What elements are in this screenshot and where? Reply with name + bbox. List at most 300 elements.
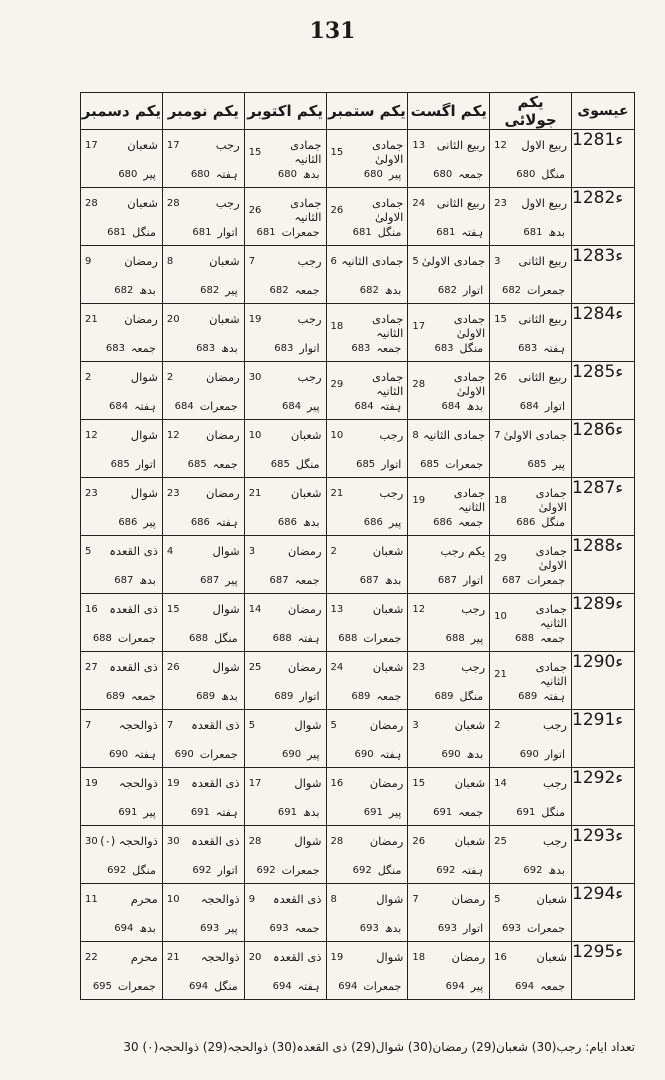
weekday: اتوار: [463, 574, 484, 587]
hijri-month: جمادی الثانیہ: [423, 428, 486, 442]
hijri-month: رمضان: [451, 892, 486, 906]
hijri-day: 15: [166, 603, 180, 615]
hijri-day: 19: [330, 951, 344, 963]
hijri-day: 21: [85, 313, 98, 325]
date-cell: [244, 594, 326, 652]
hijri-date: [249, 486, 322, 500]
date-cell-content: [327, 536, 408, 593]
hijri-year: 685: [270, 459, 290, 470]
hijri-year: 693: [501, 923, 522, 934]
hijri-year: 681: [352, 227, 372, 238]
date-cell: [408, 652, 490, 710]
hijri-year-weekday: [91, 342, 156, 355]
hijri-day: 18: [412, 951, 426, 963]
hijri-year-weekday: [418, 574, 483, 587]
date-cell: [244, 536, 326, 594]
hijri-year: 692: [352, 865, 372, 876]
hijri-year: 680: [277, 169, 297, 180]
hijri-year-weekday: [173, 168, 238, 181]
hijri-date: [412, 776, 485, 790]
hijri-month: شعبان: [372, 660, 404, 674]
weekday: منگل: [214, 632, 238, 645]
hijri-year: 689: [434, 691, 454, 702]
date-cell-content: [408, 594, 489, 651]
date-cell: [162, 652, 244, 710]
hijri-year: 688: [272, 633, 292, 644]
weekday: پیر: [225, 284, 238, 297]
hijri-date: [249, 196, 322, 224]
hijri-year: 693: [437, 923, 457, 934]
hijri-month: جمادی الثانیہ: [535, 602, 567, 630]
date-cell: [162, 246, 244, 304]
hijri-month: رمضان: [124, 254, 158, 268]
hijri-date: [249, 254, 322, 268]
hijri-month: ذی القعدہ: [109, 660, 158, 674]
hijri-year-weekday: [500, 632, 565, 645]
hijri-day: 28: [248, 835, 262, 847]
hijri-month: محرم: [130, 950, 158, 964]
date-cell: [162, 884, 244, 942]
hijri-year-weekday: [173, 980, 238, 993]
hijri-year: 684: [281, 401, 302, 412]
hijri-year-weekday: [337, 922, 402, 935]
hijri-month: شوال: [130, 428, 158, 442]
weekday: بدھ: [302, 168, 320, 181]
date-cell: [408, 362, 490, 420]
hijri-year-weekday: [337, 226, 402, 239]
hijri-year-weekday: [255, 516, 320, 529]
hijri-day: 9: [248, 893, 256, 905]
hijri-year: 687: [359, 575, 379, 586]
hijri-date: [167, 834, 240, 848]
table-row: [81, 478, 635, 536]
hijri-day: 5: [248, 719, 256, 731]
hijri-month: جمادی الثانیہ: [290, 196, 322, 224]
hijri-month: رمضان: [369, 718, 404, 732]
hijri-day: 17: [248, 777, 262, 789]
hijri-year: 683: [518, 343, 538, 354]
hijri-year-weekday: [418, 458, 483, 471]
hijri-year: 690: [354, 749, 374, 760]
hijri-month: شعبان: [290, 428, 322, 442]
hijri-month: شعبان: [536, 892, 567, 906]
hijri-year: 681: [256, 227, 276, 238]
hijri-month: ذوالحجہ: [118, 776, 158, 790]
hijri-month: ربیع الثانی: [518, 312, 567, 326]
hijri-day: 28: [166, 197, 180, 209]
hijri-year: 687: [200, 575, 220, 586]
hijri-date: [412, 370, 485, 398]
date-cell: [408, 594, 490, 652]
date-cell-content: [490, 942, 571, 999]
hijri-year: 684: [174, 401, 194, 412]
table-body: [81, 130, 635, 1000]
hijri-year: 683: [105, 343, 125, 354]
date-cell: [244, 652, 326, 710]
hijri-day: 2: [494, 719, 501, 731]
date-cell-content: [327, 826, 408, 883]
hijri-date: [167, 254, 240, 268]
weekday: بدھ: [139, 284, 156, 297]
hijri-year-weekday: [337, 516, 402, 529]
hijri-day: 10: [330, 429, 344, 441]
weekday: جمعرات: [527, 922, 565, 935]
hijri-day: 19: [85, 777, 98, 789]
year-cell: 1281ء: [572, 130, 635, 188]
date-cell: [490, 884, 572, 942]
date-cell: [326, 710, 408, 768]
year-cell: 1284ء: [572, 304, 635, 362]
hijri-month: شعبان: [454, 834, 486, 848]
weekday: جمعہ: [540, 632, 565, 645]
hijri-month: رجب: [379, 428, 404, 442]
weekday: بدھ: [384, 574, 402, 587]
table-row: [81, 652, 635, 710]
hijri-day: 16: [85, 603, 98, 615]
hijri-day: 16: [330, 777, 344, 789]
hijri-year-weekday: [91, 980, 156, 993]
hijri-year-weekday: [500, 226, 565, 239]
hijri-year-weekday: [500, 516, 565, 529]
date-cell: [162, 304, 244, 362]
weekday: اتوار: [544, 748, 565, 761]
hijri-year: 686: [277, 517, 297, 528]
date-cell-content: [245, 478, 326, 535]
hijri-month: رجب: [297, 370, 322, 384]
hijri-month: رجب: [379, 486, 404, 500]
date-cell: [81, 942, 163, 1000]
hijri-month: ربیع الاول: [521, 138, 567, 152]
date-cell-content: [245, 768, 326, 825]
date-cell: [81, 536, 163, 594]
weekday: اتوار: [217, 864, 238, 877]
hijri-year: 680: [363, 169, 383, 180]
hijri-month: شعبان: [209, 254, 240, 268]
hijri-year: 694: [445, 981, 465, 992]
hijri-year: 687: [501, 575, 522, 586]
header-year: عیسوی: [572, 93, 635, 130]
hijri-year-weekday: [91, 168, 156, 181]
weekday: پیر: [143, 516, 156, 529]
table-row: [81, 362, 635, 420]
hijri-day: 5: [330, 719, 337, 731]
hijri-month: شعبان: [209, 312, 240, 326]
date-cell-content: [245, 536, 326, 593]
weekday: منگل: [214, 980, 238, 993]
date-cell: [490, 768, 572, 826]
weekday: جمعہ: [294, 922, 320, 935]
hijri-day: 25: [494, 835, 507, 847]
date-cell: [326, 304, 408, 362]
table-row: [81, 768, 635, 826]
hijri-year: 689: [196, 691, 216, 702]
hijri-year: 680: [190, 169, 210, 180]
hijri-date: [412, 892, 485, 906]
hijri-year-weekday: [500, 458, 565, 471]
year-cell: 1289ء: [572, 594, 635, 652]
date-cell-content: [245, 594, 326, 651]
hijri-date: [331, 660, 404, 674]
hijri-year: 681: [436, 227, 456, 238]
hijri-month: رمضان: [287, 544, 322, 558]
weekday: بدھ: [139, 574, 156, 587]
hijri-day: 2: [85, 371, 92, 383]
hijri-year: 684: [108, 401, 129, 412]
hijri-date: [85, 312, 158, 326]
hijri-date: [85, 486, 158, 500]
date-cell: [408, 884, 490, 942]
hijri-month: شوال: [130, 486, 158, 500]
hijri-date: [167, 892, 240, 906]
date-cell: [162, 594, 244, 652]
hijri-date: [494, 892, 567, 906]
date-cell: [490, 304, 572, 362]
hijri-year: 694: [188, 981, 209, 992]
hijri-month: یکم رجب: [440, 544, 486, 558]
weekday: جمعرات: [199, 400, 238, 413]
hijri-year: 688: [514, 633, 535, 644]
date-cell-content: [408, 652, 489, 709]
date-cell-content: [490, 536, 571, 593]
hijri-year: 686: [433, 517, 453, 528]
year-cell: 1292ء: [572, 768, 635, 826]
table-row: [81, 420, 635, 478]
hijri-year: 690: [519, 749, 539, 760]
hijri-day: 5: [494, 893, 501, 905]
hijri-year-weekday: [418, 400, 483, 413]
date-cell: [81, 188, 163, 246]
hijri-date: [412, 254, 485, 268]
date-cell-content: [81, 710, 162, 767]
hijri-date: [494, 834, 567, 848]
hijri-year: 694: [514, 981, 535, 992]
hijri-date: [412, 718, 485, 732]
weekday: پیر: [388, 806, 402, 819]
hijri-day: 6: [330, 255, 337, 267]
hijri-date: [85, 602, 158, 616]
date-cell-content: [408, 884, 489, 941]
hijri-year-weekday: [173, 748, 238, 761]
hijri-year-weekday: [255, 980, 320, 993]
hijri-month: رمضان: [369, 834, 404, 848]
table-row: [81, 710, 635, 768]
weekday: جمعہ: [458, 516, 484, 529]
hijri-year: 683: [274, 343, 294, 354]
hijri-year: 688: [92, 633, 112, 644]
hijri-day: 15: [330, 146, 344, 158]
hijri-date: [167, 950, 240, 964]
hijri-month: شوال: [212, 602, 240, 616]
date-cell-content: [81, 826, 162, 883]
hijri-date: [249, 370, 322, 384]
date-cell-content: [408, 942, 489, 999]
date-cell-content: [327, 246, 408, 303]
hijri-date: [85, 544, 158, 558]
hijri-day: 5: [85, 545, 92, 557]
hijri-year-weekday: [337, 284, 402, 297]
hijri-year: 692: [192, 865, 212, 876]
hijri-year: 688: [188, 633, 209, 644]
weekday: پیر: [552, 458, 565, 471]
hijri-year: 694: [272, 981, 292, 992]
date-cell: [162, 478, 244, 536]
hijri-month: رجب: [461, 602, 486, 616]
hijri-month: رمضان: [287, 602, 322, 616]
header-october: یکم اکتوبر: [244, 93, 326, 130]
date-cell-content: [245, 246, 326, 303]
date-cell-content: [490, 420, 571, 477]
hijri-year: 687: [114, 575, 134, 586]
hijri-day: 30: [85, 835, 98, 847]
hijri-day: 11: [85, 893, 98, 905]
hijri-date: [331, 486, 404, 500]
hijri-date: [331, 776, 404, 790]
date-cell-content: [490, 362, 571, 419]
hijri-day: 28: [412, 378, 426, 390]
date-cell-content: [163, 246, 244, 303]
hijri-date: [412, 602, 485, 616]
date-cell: [326, 652, 408, 710]
hijri-date: [249, 660, 322, 674]
date-cell-content: [245, 130, 326, 187]
weekday: منگل: [541, 168, 565, 181]
date-cell: [244, 826, 326, 884]
hijri-year-weekday: [500, 400, 565, 413]
weekday: اتوار: [544, 400, 565, 413]
hijri-year-weekday: [418, 226, 483, 239]
hijri-year: 683: [351, 343, 371, 354]
hijri-date: [85, 254, 158, 268]
date-cell-content: [490, 594, 571, 651]
date-cell: [162, 710, 244, 768]
date-cell: [81, 710, 163, 768]
hijri-day: 17: [166, 139, 180, 151]
hijri-date: [331, 254, 404, 268]
hijri-month: جمادی الاولیٰ: [453, 370, 486, 398]
date-cell-content: [245, 826, 326, 883]
date-cell: [244, 768, 326, 826]
weekday: اتوار: [135, 458, 156, 471]
hijri-date: [249, 892, 322, 906]
hijri-month: ذوالحجہ: [200, 892, 240, 906]
date-cell-content: [327, 478, 408, 535]
date-cell: [408, 942, 490, 1000]
hijri-year-weekday: [173, 342, 238, 355]
hijri-date: [249, 428, 322, 442]
year-cell: 1293ء: [572, 826, 635, 884]
hijri-month: رمضان: [206, 428, 240, 442]
hijri-year: 683: [434, 343, 454, 354]
hijri-month: جمادی الاولیٰ: [371, 196, 404, 224]
date-cell: [408, 710, 490, 768]
hijri-day: 25: [248, 661, 262, 673]
date-cell: [408, 130, 490, 188]
hijri-year-weekday: [500, 980, 565, 993]
hijri-month: جمادی الاولیٰ: [535, 544, 567, 572]
hijri-date: [331, 544, 404, 558]
table-row: [81, 130, 635, 188]
hijri-year-weekday: [418, 806, 483, 819]
hijri-month: شوال: [212, 544, 240, 558]
hijri-day: 8: [412, 429, 419, 441]
hijri-year: 692: [256, 865, 276, 876]
hijri-day: 29: [330, 378, 344, 390]
hijri-date: [85, 138, 158, 152]
hijri-year-weekday: [91, 748, 156, 761]
hijri-year-weekday: [418, 922, 483, 935]
date-cell-content: [490, 130, 571, 187]
date-cell-content: [408, 420, 489, 477]
hijri-year: 689: [105, 691, 125, 702]
hijri-year-weekday: [337, 806, 402, 819]
date-cell-content: [163, 536, 244, 593]
hijri-year-weekday: [337, 458, 402, 471]
date-cell: [326, 246, 408, 304]
hijri-month: شوال: [376, 892, 404, 906]
date-cell-content: [245, 304, 326, 361]
hijri-date: [412, 196, 485, 210]
hijri-year-weekday: [91, 922, 156, 935]
year-cell: 1283ء: [572, 246, 635, 304]
weekday: منگل: [541, 516, 565, 529]
hijri-day: 24: [412, 197, 426, 209]
hijri-date: [494, 138, 567, 152]
date-cell: [326, 478, 408, 536]
hijri-date: [331, 370, 404, 398]
hijri-date: [494, 776, 567, 790]
hijri-day: 29: [494, 552, 507, 564]
date-cell-content: [408, 478, 489, 535]
date-cell-content: [81, 188, 162, 245]
hijri-date: [331, 428, 404, 442]
hijri-year-weekday: [500, 284, 565, 297]
hijri-day: 7: [248, 255, 256, 267]
hijri-day: 10: [248, 429, 262, 441]
date-cell: [326, 362, 408, 420]
year-cell: 1291ء: [572, 710, 635, 768]
weekday: منگل: [295, 458, 320, 471]
date-cell: [408, 304, 490, 362]
hijri-year: 688: [445, 633, 465, 644]
date-cell-content: [81, 246, 162, 303]
hijri-year-weekday: [337, 748, 402, 761]
hijri-year: 680: [433, 169, 453, 180]
hijri-month: شوال: [294, 718, 322, 732]
hijri-day: 13: [330, 603, 344, 615]
hijri-day: 3: [412, 719, 419, 731]
hijri-date: [249, 776, 322, 790]
date-cell-content: [81, 304, 162, 361]
date-cell: [244, 130, 326, 188]
weekday: ہفتہ: [215, 168, 238, 181]
date-cell: [81, 420, 163, 478]
hijri-date: [412, 312, 485, 340]
hijri-month: رجب: [543, 834, 567, 848]
hijri-year: 681: [107, 227, 127, 238]
hijri-month: رجب: [543, 718, 567, 732]
date-cell-content: [163, 826, 244, 883]
hijri-day: 4: [166, 545, 174, 557]
hijri-month: محرم: [130, 892, 158, 906]
hijri-month: شوال: [294, 776, 322, 790]
hijri-year: 691: [433, 807, 453, 818]
hijri-month: جمادی الثانیہ: [371, 370, 404, 398]
hijri-year-weekday: [500, 864, 565, 877]
hijri-year: 692: [436, 865, 456, 876]
date-cell-content: [408, 768, 489, 825]
weekday: پیر: [143, 806, 156, 819]
date-cell-content: [490, 478, 571, 535]
